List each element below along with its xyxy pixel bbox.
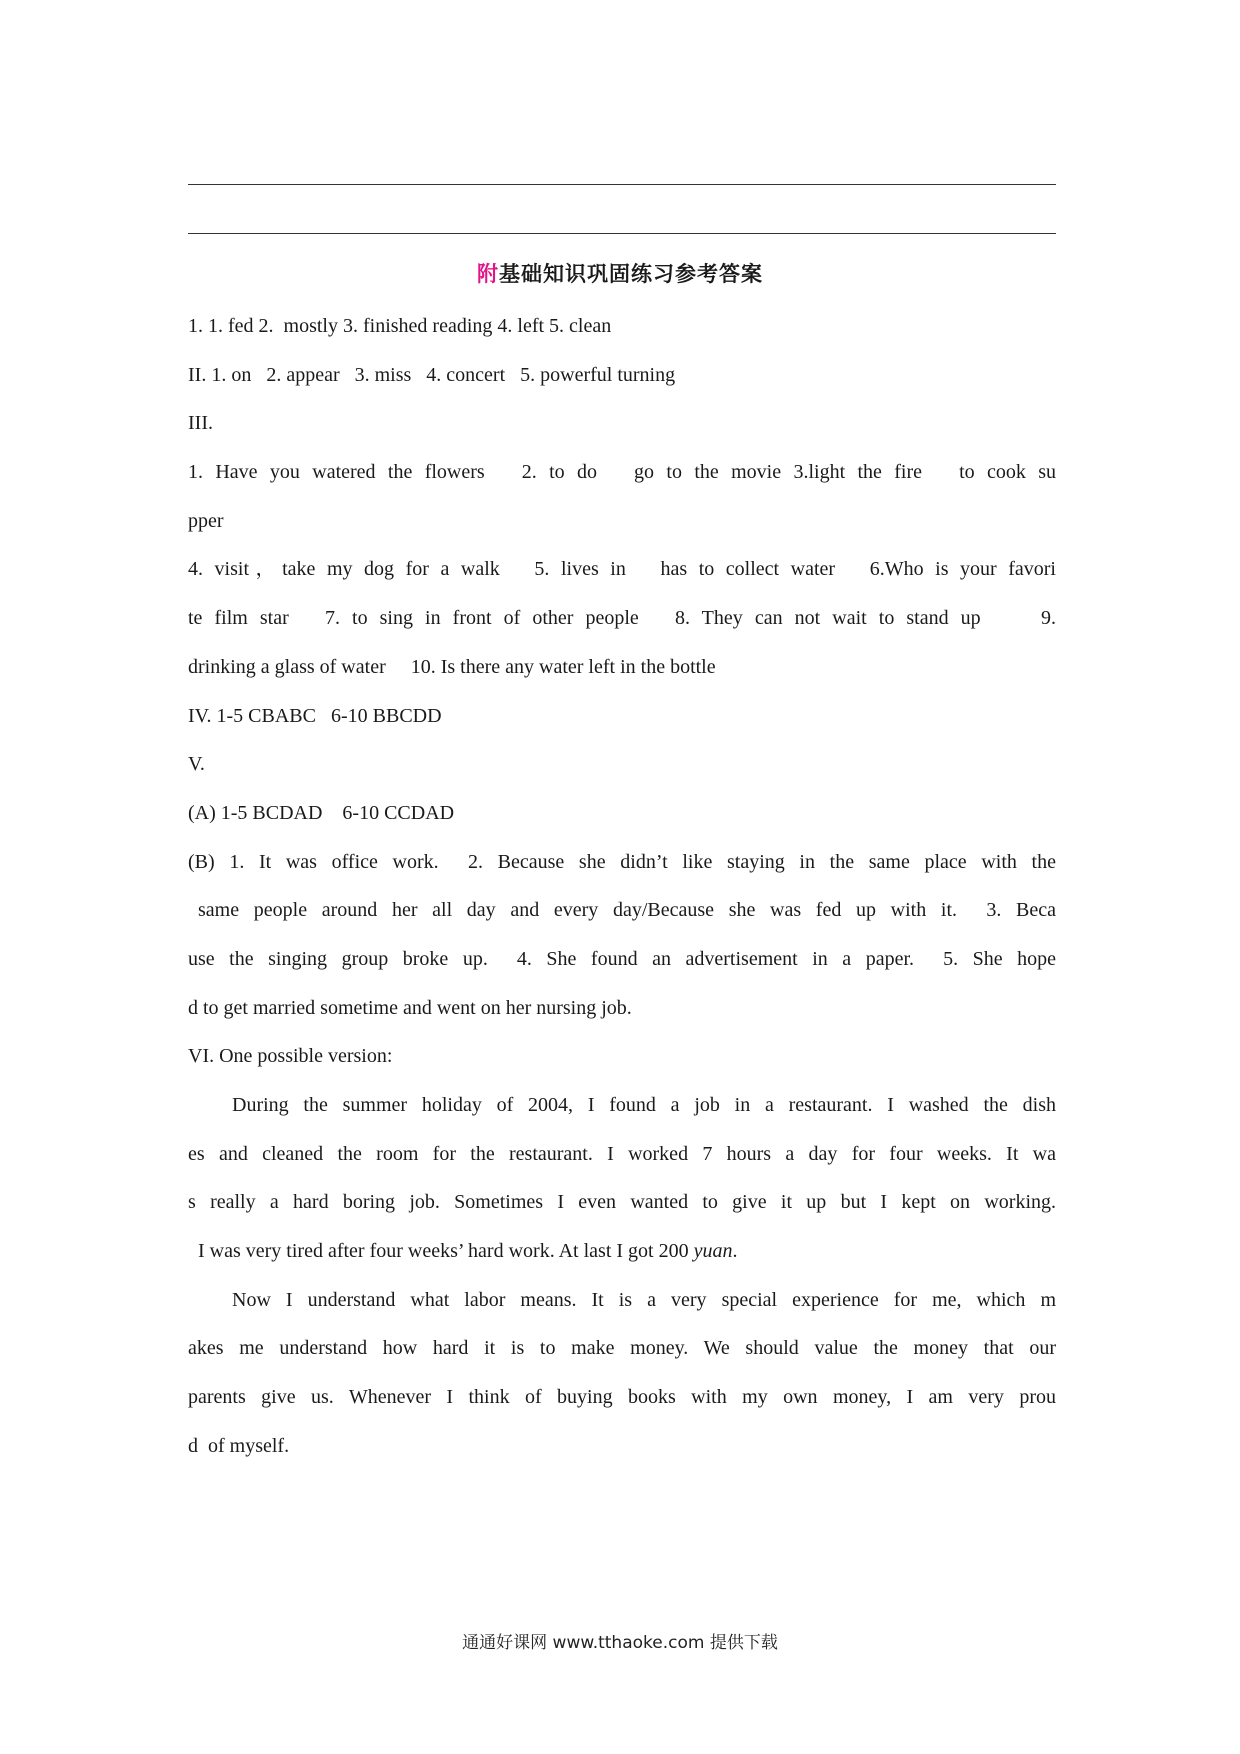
body-line xyxy=(188,838,1056,887)
body-line-text: I was very tired after four weeks’ hard work. At last I got 200 xyxy=(198,1240,694,1263)
body-line-text: d to get married sometime and went on her nursing job. xyxy=(188,996,632,1019)
body-line-text: d of myself. xyxy=(188,1434,290,1457)
body-line-text: es and cleaned the room for the restaurant. I worked 7 hours a day for four weeks. It wa xyxy=(188,1142,1056,1165)
body-line-text: s really a hard boring job. Sometimes I even wanted to give it up but I kept on working. xyxy=(188,1191,1056,1214)
page-title xyxy=(0,258,1240,288)
title-accent-char: 附 xyxy=(477,262,499,286)
title-text: 基础知识巩固练习参考答案 xyxy=(499,262,763,286)
body-line-text: II. 1. on 2. appear 3. miss 4. concert 5. powerful turning xyxy=(188,363,676,386)
body-line-text: akes me understand how hard it is to make money. We should value the money that our xyxy=(188,1337,1056,1360)
body-line xyxy=(188,545,1056,594)
body-line-text: 1. 1. fed 2. mostly 3. finished reading 4. left 5. clean xyxy=(188,315,612,337)
body-line-text: te film star 7. to sing in front of other people 8. They can not wait to stand up 9. xyxy=(188,607,1056,630)
line-tail: . xyxy=(732,1240,738,1263)
body-line xyxy=(188,984,1056,1033)
body-line xyxy=(188,740,1056,789)
body-line-text: (B) 1. It was office work. 2. Because she didn’t like staying in the same place with the xyxy=(188,850,1056,873)
body-line xyxy=(188,1130,1056,1179)
body-line-text: VI. One possible version: xyxy=(188,1045,393,1068)
body-line xyxy=(188,448,1056,497)
body-line xyxy=(188,692,1056,741)
body-line-text: parents give us. Whenever I think of buying books with my own money, I am very prou xyxy=(188,1386,1056,1409)
body-line xyxy=(188,935,1056,984)
body-line xyxy=(188,1178,1056,1227)
body-line xyxy=(188,643,1056,692)
header-rule-bottom xyxy=(188,233,1056,234)
answer-body xyxy=(188,302,1056,1471)
body-line xyxy=(188,1227,1056,1276)
body-line xyxy=(188,886,1056,935)
italic-word: yuan xyxy=(693,1240,733,1263)
body-line xyxy=(188,351,1056,400)
body-line-text: III. xyxy=(188,412,213,435)
body-line xyxy=(188,1324,1056,1373)
body-line xyxy=(188,594,1056,643)
body-line xyxy=(188,1373,1056,1422)
body-line xyxy=(188,399,1056,448)
body-line-text: (A) 1-5 BCDAD 6-10 CCDAD xyxy=(188,801,455,824)
body-line-text: 1. Have you watered the flowers 2. to do go to the movie 3.light the fire to cook su xyxy=(188,461,1056,484)
body-line-text: During the summer holiday of 2004, I found a job in a restaurant. I washed the dish xyxy=(232,1094,1056,1116)
body-line xyxy=(188,1081,1056,1130)
body-line-text: V. xyxy=(188,753,205,776)
body-line xyxy=(188,789,1056,838)
page-footer: 通通好课网 www.tthaoke.com 提供下载 xyxy=(462,1633,778,1653)
body-line-text: pper xyxy=(188,509,224,532)
body-line-text: same people around her all day and every day/Because she was fed up with it. 3. Beca xyxy=(198,899,1056,922)
body-line xyxy=(188,497,1056,546)
body-line xyxy=(188,1422,1056,1471)
body-line-text: IV. 1-5 CBABC 6-10 BBCDD xyxy=(188,704,442,727)
body-line-text: drinking a glass of water 10. Is there any water left in the bottle xyxy=(188,655,716,678)
header-rule-top xyxy=(188,184,1056,185)
body-line xyxy=(188,1032,1056,1081)
body-line xyxy=(188,302,1056,351)
body-line xyxy=(188,1276,1056,1325)
body-line-text: Now I understand what labor means. It is a very special experience for me, which m xyxy=(232,1288,1056,1311)
body-line-text: 4. visit，take my dog for a walk 5. lives in has to collect water 6.Who is your favori xyxy=(188,558,1056,581)
body-line-text: use the singing group broke up. 4. She found an advertisement in a paper. 5. She hope xyxy=(188,947,1056,970)
